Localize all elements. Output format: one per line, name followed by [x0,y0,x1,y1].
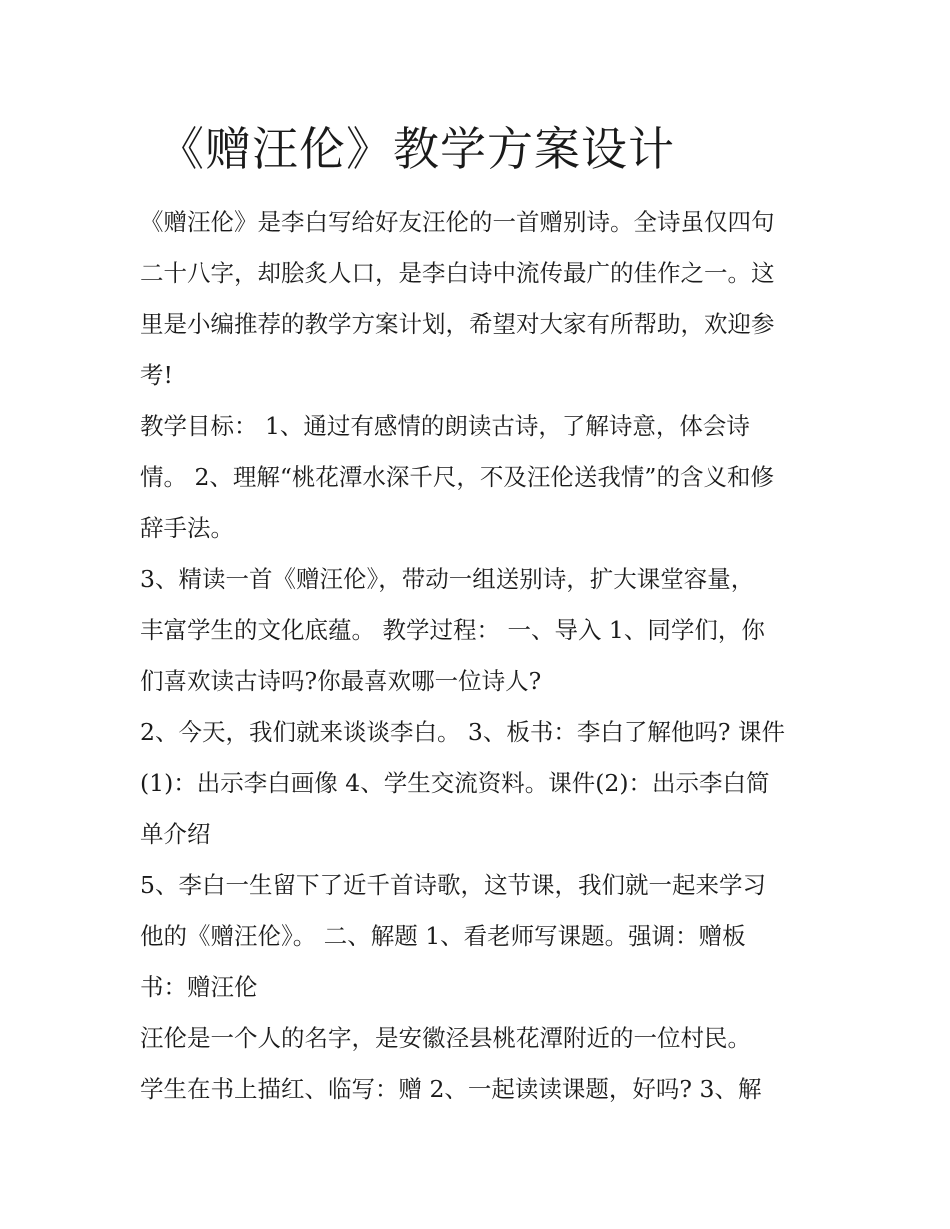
text-line: 学生在书上描红、临写：赠 2、一起读读课题，好吗? 3、解 [140,1075,762,1103]
text-line: 辞手法。 [140,514,234,542]
text-line: 他的《赠汪伦》。 二、解题 1、看老师写课题。强调：赠板 [140,922,746,950]
text-line: (1)：出示李白画像 4、学生交流资料。课件(2)：出示李白简 [140,769,770,797]
text-line: 里是小编推荐的教学方案计划，希望对大家有所帮助，欢迎参 [140,310,775,338]
text-line: 丰富学生的文化底蕴。 教学过程： 一、导入 1、同学们，你 [140,616,765,644]
document-title: 《赠汪伦》教学方案设计 [158,122,675,176]
document-body [140,197,820,1115]
text-line: 5、李白一生留下了近千首诗歌，这节课，我们就一起来学习 [140,871,766,899]
text-line: 教学目标： 1、通过有感情的朗读古诗，了解诗意，体会诗 [140,412,750,440]
text-line: 情。 2、理解“桃花潭水深千尺，不及汪伦送我情”的含义和修 [140,463,774,491]
text-line: 3、精读一首《赠汪伦》，带动一组送别诗，扩大课堂容量， [140,565,755,593]
text-line: 单介绍 [140,820,211,848]
text-line: 《赠汪伦》是李白写给好友汪伦的一首赠别诗。全诗虽仅四句 [140,208,775,236]
text-line: 二十八字，却脍炙人口，是李白诗中流传最广的佳作之一。这 [140,259,775,287]
text-line: 们喜欢读古诗吗?你最喜欢哪一位诗人? [140,667,542,695]
text-line: 书：赠汪伦 [140,973,258,1001]
text-line: 考! [140,361,173,389]
text-line: 2、今天，我们就来谈谈李白。 3、板书：李白了解他吗? 课件 [140,718,785,746]
text-line: 汪伦是一个人的名字，是安徽泾县桃花潭附近的一位村民。 [140,1024,751,1052]
